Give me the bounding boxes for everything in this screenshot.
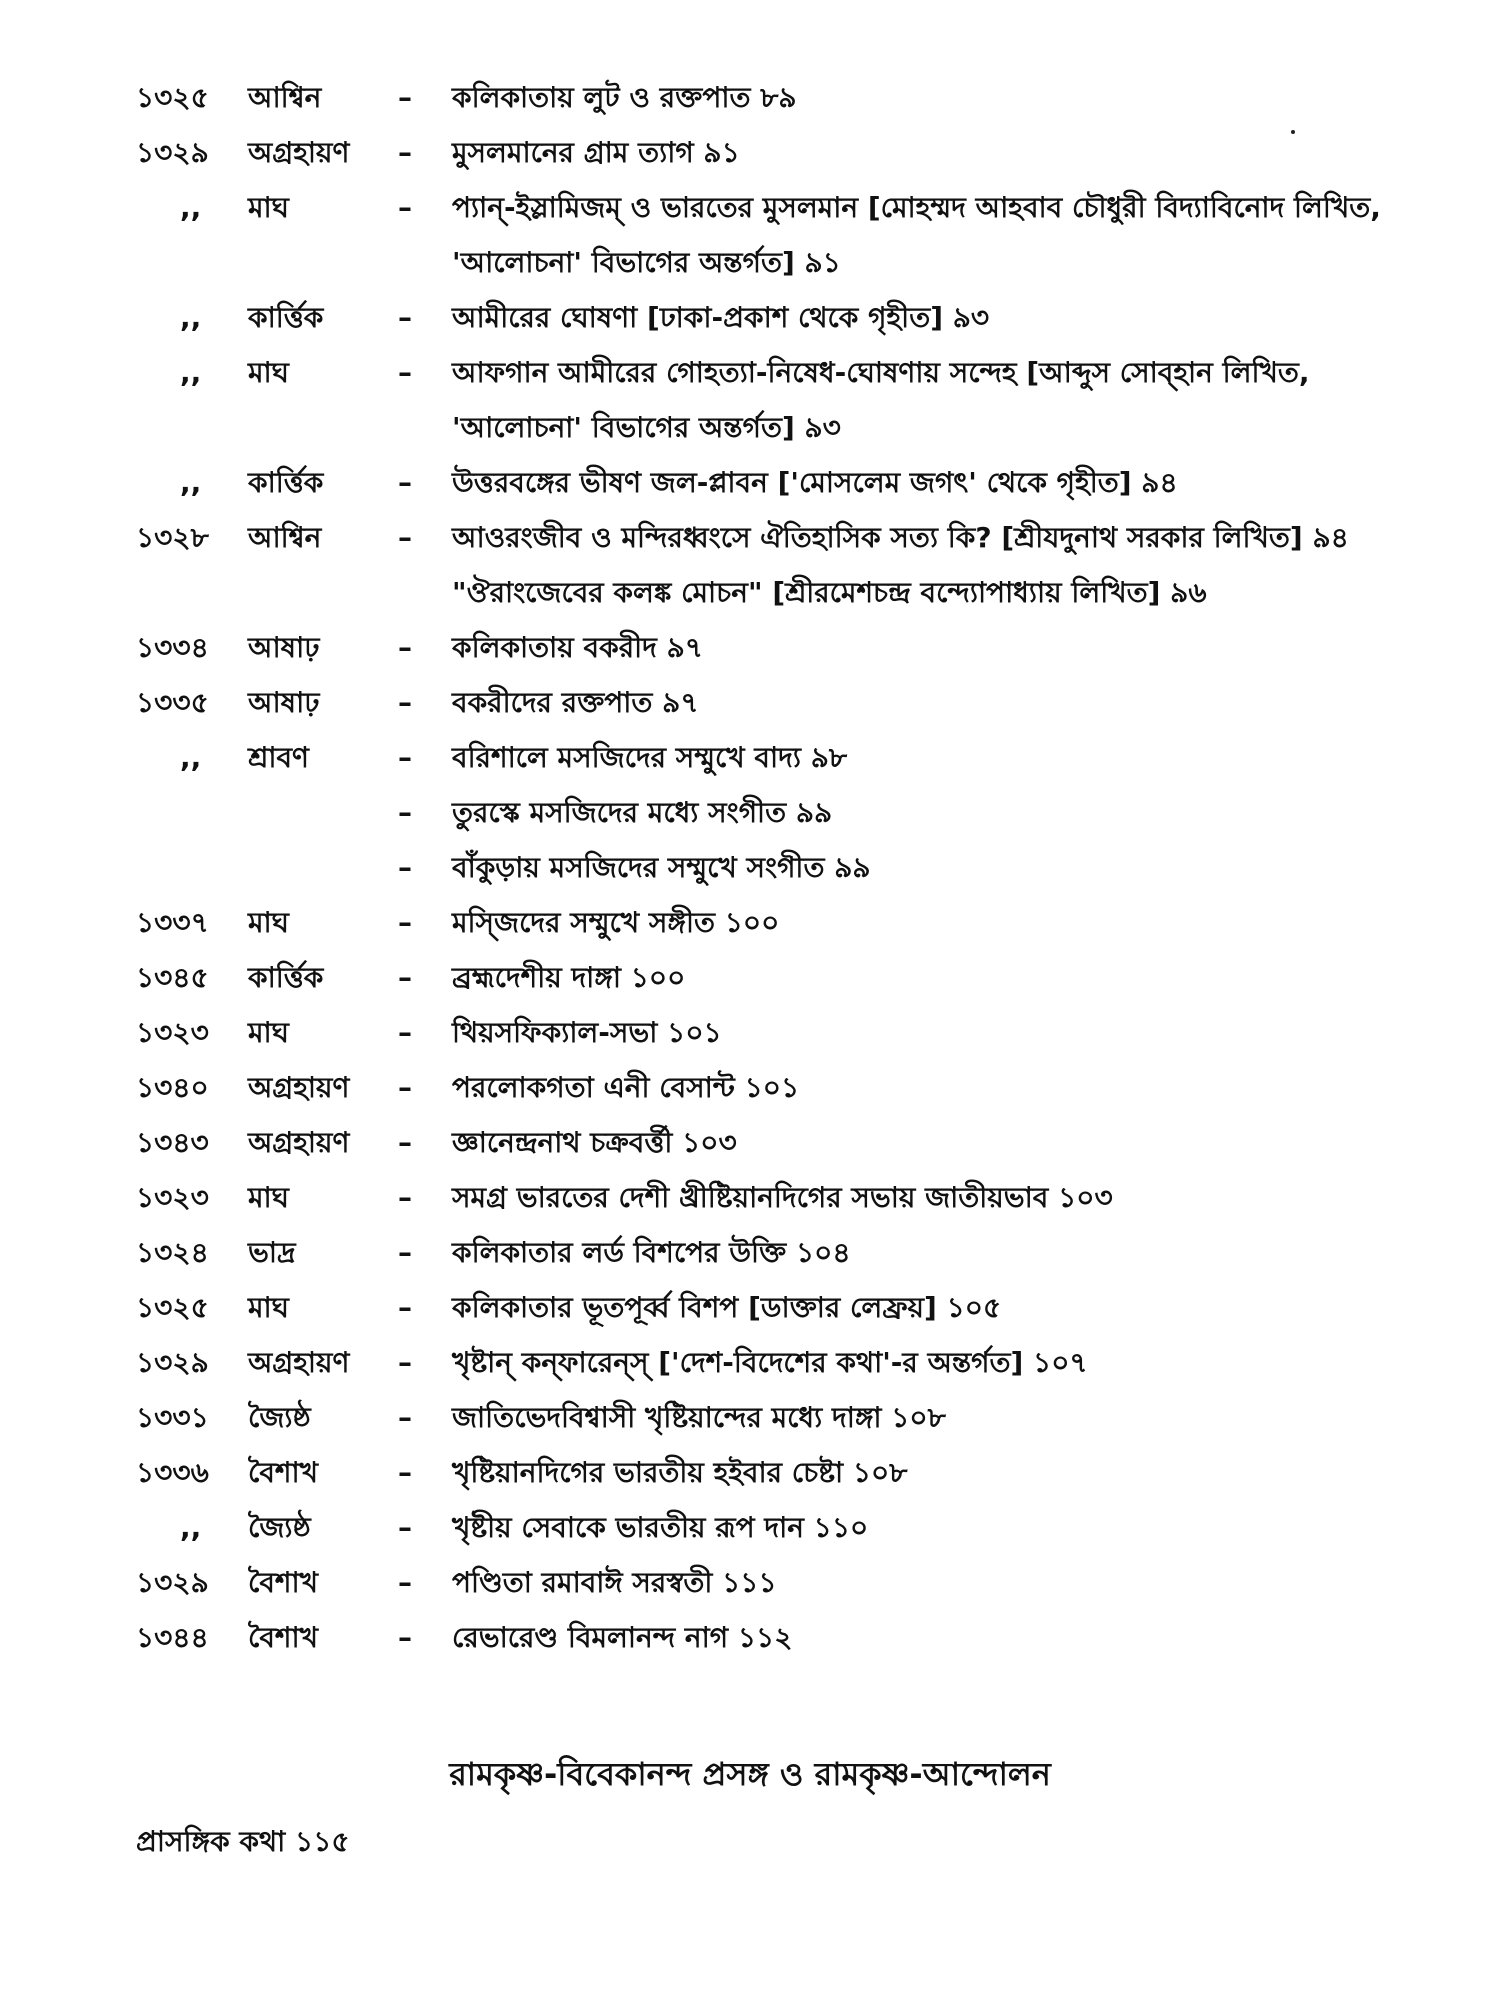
entry-year: ,, — [180, 301, 202, 334]
entry-text: খৃষ্টিয়ানদিগের ভারতীয় হইবার চেষ্টা ১০৮ — [452, 1456, 908, 1489]
index-entry — [136, 1500, 1396, 1555]
entry-dash: – — [398, 136, 412, 169]
entry-month: আষাঢ় — [248, 631, 320, 664]
entry-dash: – — [398, 1456, 412, 1489]
entry-month: মাঘ — [248, 1291, 289, 1324]
entry-dash: – — [398, 191, 412, 224]
entry-month: কার্ত্তিক — [248, 466, 324, 499]
entry-text: কলিকাতার লর্ড বিশপের উক্তি ১০৪ — [452, 1236, 851, 1269]
entry-month: আশ্বিন — [248, 521, 322, 554]
trailing-entry: প্রাসঙ্গিক কথা ১১৫ — [136, 1825, 350, 1858]
entry-year: ১৩৩১ — [136, 1401, 209, 1434]
entry-month: মাঘ — [248, 1181, 289, 1214]
index-entry — [136, 510, 1396, 565]
entry-dash: – — [398, 1566, 412, 1599]
entry-month: মাঘ — [248, 906, 289, 939]
entry-dash: – — [398, 631, 412, 664]
entry-month: অগ্রহায়ণ — [248, 136, 350, 169]
entry-year — [136, 840, 248, 895]
entry-text: মুসলমানের গ্রাম ত্যাগ ৯১ — [452, 136, 740, 169]
entry-year: ১৩২৩ — [136, 1016, 209, 1049]
entry-year: ,, — [180, 1511, 202, 1544]
entry-text: সমগ্র ভারতের দেশী খ্রীষ্টিয়ানদিগের সভায় জাতীয়ভাব ১০৩ — [452, 1181, 1113, 1214]
entry-dash: – — [398, 356, 412, 389]
entry-dash: – — [398, 466, 412, 499]
entry-dash: – — [398, 1236, 412, 1269]
entry-year: ১৩৩৬ — [136, 1456, 209, 1489]
entry-month: জ্যৈষ্ঠ — [248, 1401, 311, 1434]
entry-dash: – — [398, 1291, 412, 1324]
index-entry — [136, 1280, 1396, 1335]
entry-text: কলিকাতায় লুট ও রক্তপাত ৮৯ — [452, 81, 797, 114]
entry-year: ১৩৩৭ — [136, 906, 209, 939]
entry-dash: – — [398, 686, 412, 719]
index-entry — [136, 620, 1396, 675]
index-entry — [136, 565, 1396, 620]
index-entry — [136, 1115, 1396, 1170]
index-entry — [136, 675, 1396, 730]
index-entry — [136, 1170, 1396, 1225]
entry-text: প্যান্-ইস্লামিজম্ ও ভারতের মুসলমান [মোহম্মদ আহবাব চৌধুরী বিদ্যাবিনোদ লিখিত, 'আলোচনা' বিভাগের অন্তর্গত] ৯১ — [452, 191, 1381, 279]
index-entry — [136, 1225, 1396, 1280]
entry-month: মাঘ — [248, 191, 289, 224]
entry-year — [136, 565, 248, 620]
entry-year: ১৩৩৪ — [136, 631, 209, 664]
entry-year: ১৩৩৫ — [136, 686, 209, 719]
index-entry — [136, 1610, 1396, 1665]
entry-dash: – — [398, 1071, 412, 1104]
entry-year: ,, — [180, 356, 202, 389]
entry-dash: – — [398, 1511, 412, 1544]
entry-month: মাঘ — [248, 356, 289, 389]
entry-text: কলিকাতার ভূতপূর্ব্ব বিশপ [ডাক্তার লেফ্রয়] ১০৫ — [452, 1291, 1002, 1324]
index-entry — [136, 125, 1396, 180]
entry-month: আশ্বিন — [248, 81, 322, 114]
entry-text: খৃষ্টীয় সেবাকে ভারতীয় রূপ দান ১১০ — [452, 1511, 869, 1544]
entry-text: থিয়সফিক্যাল-সভা ১০১ — [452, 1016, 722, 1049]
entry-text: বকরীদের রক্তপাত ৯৭ — [452, 686, 699, 719]
entry-dash: – — [398, 301, 412, 334]
entry-text: বরিশালে মসজিদের সম্মুখে বাদ্য ৯৮ — [452, 741, 848, 774]
entry-month: অগ্রহায়ণ — [248, 1126, 350, 1159]
entry-dash: – — [398, 906, 412, 939]
entry-text: জাতিভেদবিশ্বাসী খৃষ্টিয়ান্দের মধ্যে দাঙ্গা ১০৮ — [452, 1401, 946, 1434]
entry-text: আমীরের ঘোষণা [ঢাকা-প্রকাশ থেকে গৃহীত] ৯৩ — [452, 301, 990, 334]
entry-text: তুরস্কে মসজিদের মধ্যে সংগীত ৯৯ — [452, 796, 833, 829]
entry-month: বৈশাখ — [248, 1621, 318, 1654]
index-entries — [136, 70, 1396, 1665]
entry-year: ১৩২৫ — [136, 81, 209, 114]
entry-text: পরলোকগতা এনী বেসান্ট ১০১ — [452, 1071, 800, 1104]
entry-year: ১৩২৯ — [136, 1346, 209, 1379]
entry-text: রেভারেণ্ড বিমলানন্দ নাগ ১১২ — [452, 1621, 793, 1654]
entry-dash: – — [398, 1621, 412, 1654]
entry-text: পণ্ডিতা রমাবাঈ সরস্বতী ১১১ — [452, 1566, 777, 1599]
index-entry — [136, 1005, 1396, 1060]
entry-year: ,, — [180, 191, 202, 224]
entry-month — [248, 840, 398, 895]
index-entry — [136, 950, 1396, 1005]
entry-year: ১৩৪৫ — [136, 961, 209, 994]
entry-dash: – — [398, 796, 412, 829]
entry-month: অগ্রহায়ণ — [248, 1071, 350, 1104]
section-heading: রামকৃষ্ণ-বিবেকানন্দ প্রসঙ্গ ও রামকৃষ্ণ-আন্দোলন — [449, 1755, 1051, 1793]
entry-year: ,, — [180, 741, 202, 774]
entry-month: বৈশাখ — [248, 1456, 318, 1489]
index-entry — [136, 1335, 1396, 1390]
entry-month: অগ্রহায়ণ — [248, 1346, 350, 1379]
entry-dash: – — [398, 851, 412, 884]
entry-month: কার্ত্তিক — [248, 961, 324, 994]
entry-dash: – — [398, 1346, 412, 1379]
index-entry — [136, 180, 1396, 290]
entry-dash: – — [398, 1181, 412, 1214]
entry-month: আষাঢ় — [248, 686, 320, 719]
entry-month: শ্রাবণ — [248, 741, 309, 774]
index-entry — [136, 1445, 1396, 1500]
entry-year: ১৩৪৩ — [136, 1126, 209, 1159]
entry-dash: – — [398, 81, 412, 114]
entry-month: মাঘ — [248, 1016, 289, 1049]
entry-year: ১৩২৯ — [136, 136, 209, 169]
entry-dash: – — [398, 1016, 412, 1049]
entry-year: ,, — [180, 466, 202, 499]
index-entry — [136, 785, 1396, 840]
entry-year: ১৩২৮ — [136, 521, 209, 554]
index-entry — [136, 1060, 1396, 1115]
index-entry — [136, 345, 1396, 455]
entry-year: ১৩৪০ — [136, 1071, 209, 1104]
entry-month: জ্যৈষ্ঠ — [248, 1511, 311, 1544]
index-entry — [136, 455, 1396, 510]
entry-dash — [398, 565, 452, 620]
entry-dash: – — [398, 1401, 412, 1434]
entry-text: জ্ঞানেন্দ্রনাথ চক্রবর্ত্তী ১০৩ — [452, 1126, 737, 1159]
entry-text: উত্তরবঙ্গের ভীষণ জল-প্লাবন ['মোসলেম জগৎ' থেকে গৃহীত] ৯৪ — [452, 466, 1178, 499]
entry-month: কার্ত্তিক — [248, 301, 324, 334]
entry-text: "ঔরাংজেবের কলঙ্ক মোচন" [শ্রীরমেশচন্দ্র বন্দ্যোপাধ্যায় লিখিত] ৯৬ — [452, 576, 1207, 609]
index-entry — [136, 730, 1396, 785]
index-entry — [136, 290, 1396, 345]
entry-dash: – — [398, 961, 412, 994]
entry-year: ১৩৪৪ — [136, 1621, 209, 1654]
entry-text: ব্রহ্মদেশীয় দাঙ্গা ১০০ — [452, 961, 686, 994]
entry-dash: – — [398, 1126, 412, 1159]
index-entry — [136, 840, 1396, 895]
index-entry — [136, 895, 1396, 950]
entry-text: কলিকাতায় বকরীদ ৯৭ — [452, 631, 703, 664]
entry-text: আওরংজীব ও মন্দিরধ্বংসে ঐতিহাসিক সত্য কি? [শ্রীযদুনাথ সরকার লিখিত] ৯৪ — [452, 521, 1349, 554]
entry-year — [136, 785, 248, 840]
entry-text: খৃষ্টান্ কন্ফারেন্স্ ['দেশ-বিদেশের কথা'-র অন্তর্গত] ১০৭ — [452, 1346, 1088, 1379]
entry-month — [248, 785, 398, 840]
entry-month: ভাদ্র — [248, 1236, 296, 1269]
entry-year: ১৩২৪ — [136, 1236, 209, 1269]
entry-text: বাঁকুড়ায় মসজিদের সম্মুখে সংগীত ৯৯ — [452, 851, 871, 884]
entry-month — [248, 565, 398, 620]
entry-year: ১৩২৯ — [136, 1566, 209, 1599]
entry-month: বৈশাখ — [248, 1566, 318, 1599]
index-entry — [136, 1390, 1396, 1445]
index-entry — [136, 70, 1396, 125]
index-entry — [136, 1555, 1396, 1610]
entry-text: মস্জিদের সম্মুখে সঙ্গীত ১০০ — [452, 906, 780, 939]
entry-year: ১৩২৩ — [136, 1181, 209, 1214]
entry-dash: – — [398, 741, 412, 774]
entry-dash: – — [398, 521, 412, 554]
entry-text: আফগান আমীরের গোহত্যা-নিষেধ-ঘোষণায় সন্দেহ [আব্দুস সোব্হান লিখিত, 'আলোচনা' বিভাগের অন্তর্গত] ৯৩ — [452, 356, 1310, 444]
entry-year: ১৩২৫ — [136, 1291, 209, 1324]
